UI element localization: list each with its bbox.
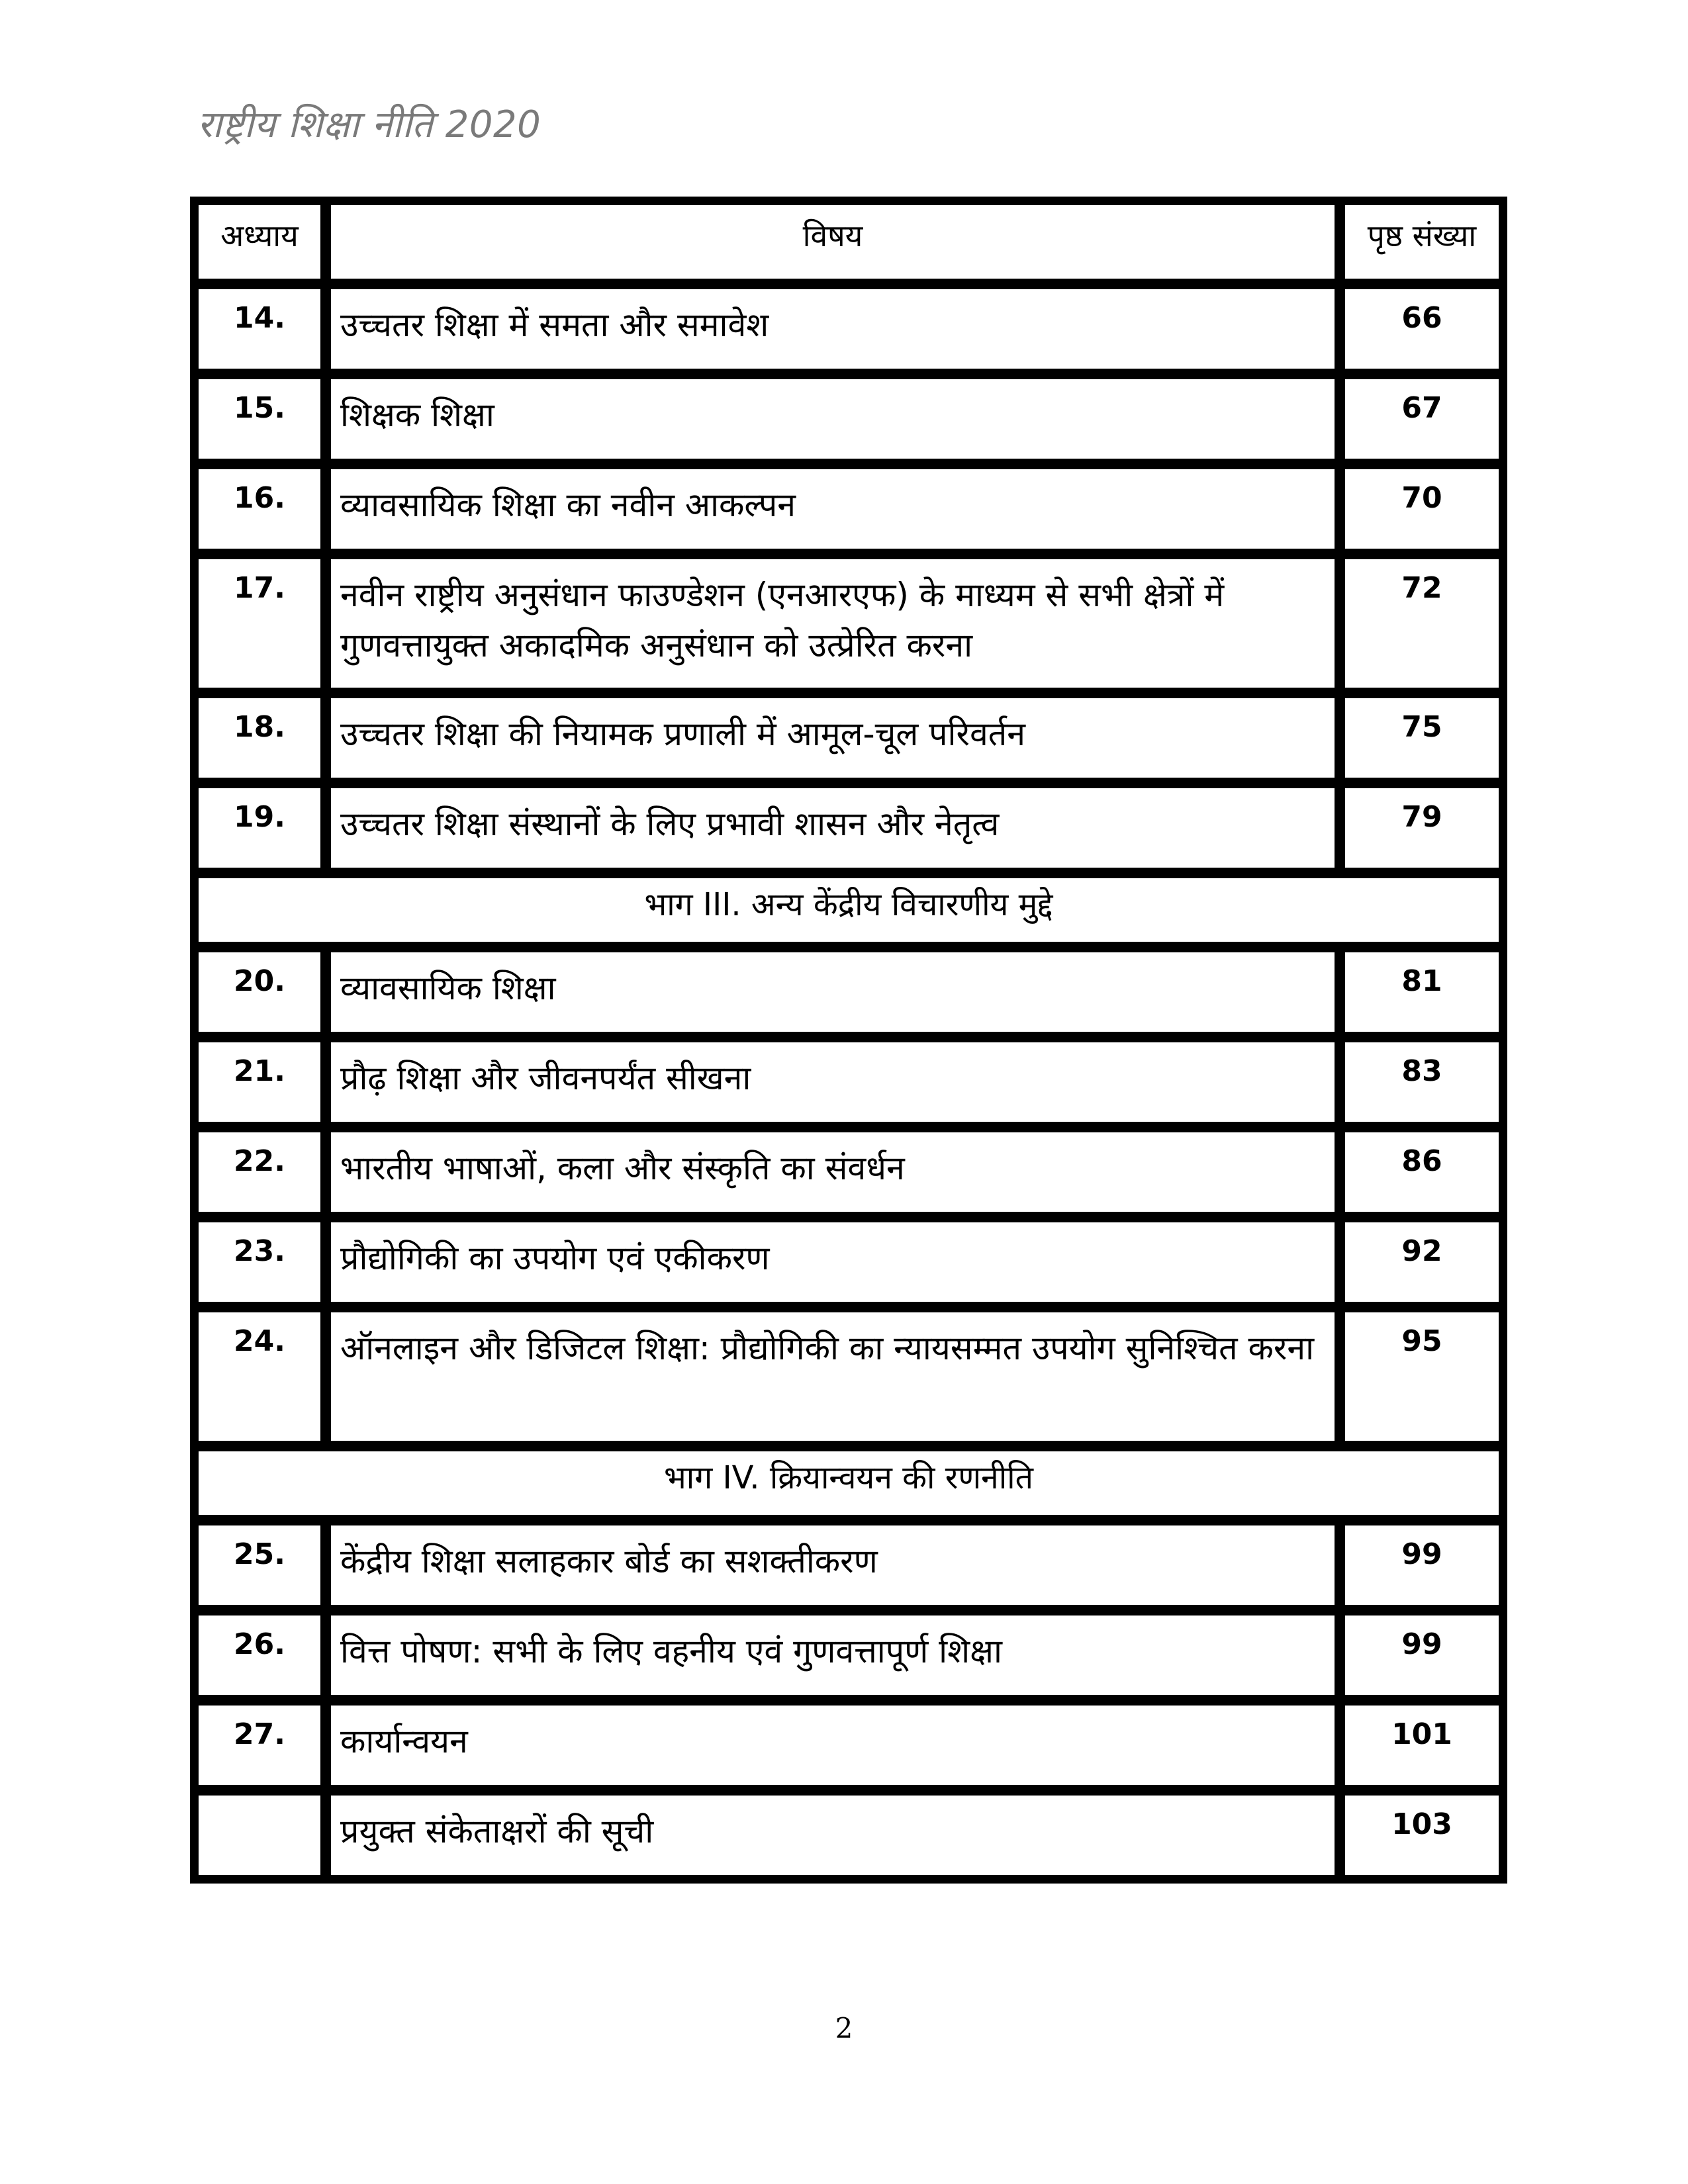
toc-row [197, 1524, 1501, 1607]
chapter-number: 18. [197, 696, 322, 780]
chapter-number: 20. [197, 950, 322, 1034]
chapter-number: 17. [197, 557, 322, 690]
chapter-number: 26. [197, 1614, 322, 1697]
chapter-number: 21. [197, 1040, 322, 1124]
column-header-page: पृष्ठ संख्या [1343, 203, 1501, 281]
page-number: 2 [835, 2012, 853, 2044]
chapter-title: केंद्रीय शिक्षा सलाहकार बोर्ड का सशक्तीकरण [329, 1524, 1336, 1607]
section-heading: भाग III. अन्य केंद्रीय विचारणीय मुद्दे [197, 876, 1501, 944]
chapter-title: कार्यान्वयन [329, 1704, 1336, 1787]
toc-row [197, 1614, 1501, 1697]
chapter-title: व्यावसायिक शिक्षा का नवीन आकल्पन [329, 467, 1336, 551]
chapter-title: शिक्षक शिक्षा [329, 377, 1336, 461]
column-header-subject: विषय [329, 203, 1336, 281]
chapter-number: 15. [197, 377, 322, 461]
chapter-number: 25. [197, 1524, 322, 1607]
section-row [197, 876, 1501, 944]
page-reference: 75 [1343, 696, 1501, 780]
toc-row [197, 287, 1501, 371]
page-reference: 99 [1343, 1524, 1501, 1607]
chapter-title: उच्चतर शिक्षा की नियामक प्रणाली में आमूल-चूल परिवर्तन [329, 696, 1336, 780]
page-reference: 66 [1343, 287, 1501, 371]
page-reference: 92 [1343, 1220, 1501, 1304]
toc-row [197, 1794, 1501, 1877]
page-reference: 103 [1343, 1794, 1501, 1877]
page-reference: 67 [1343, 377, 1501, 461]
toc-table [190, 197, 1507, 1884]
page-reference: 95 [1343, 1310, 1501, 1443]
page-reference: 81 [1343, 950, 1501, 1034]
chapter-title: वित्त पोषण: सभी के लिए वहनीय एवं गुणवत्तापूर्ण शिक्षा [329, 1614, 1336, 1697]
chapter-number: 27. [197, 1704, 322, 1787]
toc-header-row [197, 203, 1501, 281]
toc-row [197, 786, 1501, 870]
toc-row [197, 1040, 1501, 1124]
chapter-title: व्यावसायिक शिक्षा [329, 950, 1336, 1034]
chapter-number [197, 1794, 322, 1877]
page-reference: 101 [1343, 1704, 1501, 1787]
toc-row [197, 377, 1501, 461]
chapter-number: 14. [197, 287, 322, 371]
page-reference: 79 [1343, 786, 1501, 870]
toc-row [197, 1220, 1501, 1304]
section-row [197, 1449, 1501, 1517]
chapter-number: 23. [197, 1220, 322, 1304]
toc-row [197, 1310, 1501, 1443]
chapter-title: उच्चतर शिक्षा में समता और समावेश [329, 287, 1336, 371]
page-reference: 70 [1343, 467, 1501, 551]
chapter-number: 16. [197, 467, 322, 551]
toc-row [197, 557, 1501, 690]
column-header-chapter: अध्याय [197, 203, 322, 281]
toc-row [197, 467, 1501, 551]
toc-row [197, 1130, 1501, 1214]
chapter-title: उच्चतर शिक्षा संस्थानों के लिए प्रभावी शासन और नेतृत्व [329, 786, 1336, 870]
chapter-number: 19. [197, 786, 322, 870]
page-reference: 72 [1343, 557, 1501, 690]
chapter-title: प्रयुक्त संकेताक्षरों की सूची [329, 1794, 1336, 1877]
document-title: राष्ट्रीय शिक्षा नीति 2020 [197, 103, 541, 146]
page-reference: 86 [1343, 1130, 1501, 1214]
page-reference: 99 [1343, 1614, 1501, 1697]
chapter-number: 24. [197, 1310, 322, 1443]
chapter-title: प्रौद्योगिकी का उपयोग एवं एकीकरण [329, 1220, 1336, 1304]
toc-row [197, 696, 1501, 780]
chapter-number: 22. [197, 1130, 322, 1214]
chapter-title: ऑनलाइन और डिजिटल शिक्षा: प्रौद्योगिकी का न्यायसम्मत उपयोग सुनिश्चित करना [329, 1310, 1336, 1443]
toc-row [197, 950, 1501, 1034]
toc-row [197, 1704, 1501, 1787]
page-reference: 83 [1343, 1040, 1501, 1124]
chapter-title: नवीन राष्ट्रीय अनुसंधान फाउण्डेशन (एनआरएफ) के माध्यम से सभी क्षेत्रों में गुणवत्तायुक्त अकादमिक अनुसंधान को उत्प्रेरित करना [329, 557, 1336, 690]
section-heading: भाग IV. क्रियान्वयन की रणनीति [197, 1449, 1501, 1517]
chapter-title: भारतीय भाषाओं, कला और संस्कृति का संवर्धन [329, 1130, 1336, 1214]
chapter-title: प्रौढ़ शिक्षा और जीवनपर्यंत सीखना [329, 1040, 1336, 1124]
